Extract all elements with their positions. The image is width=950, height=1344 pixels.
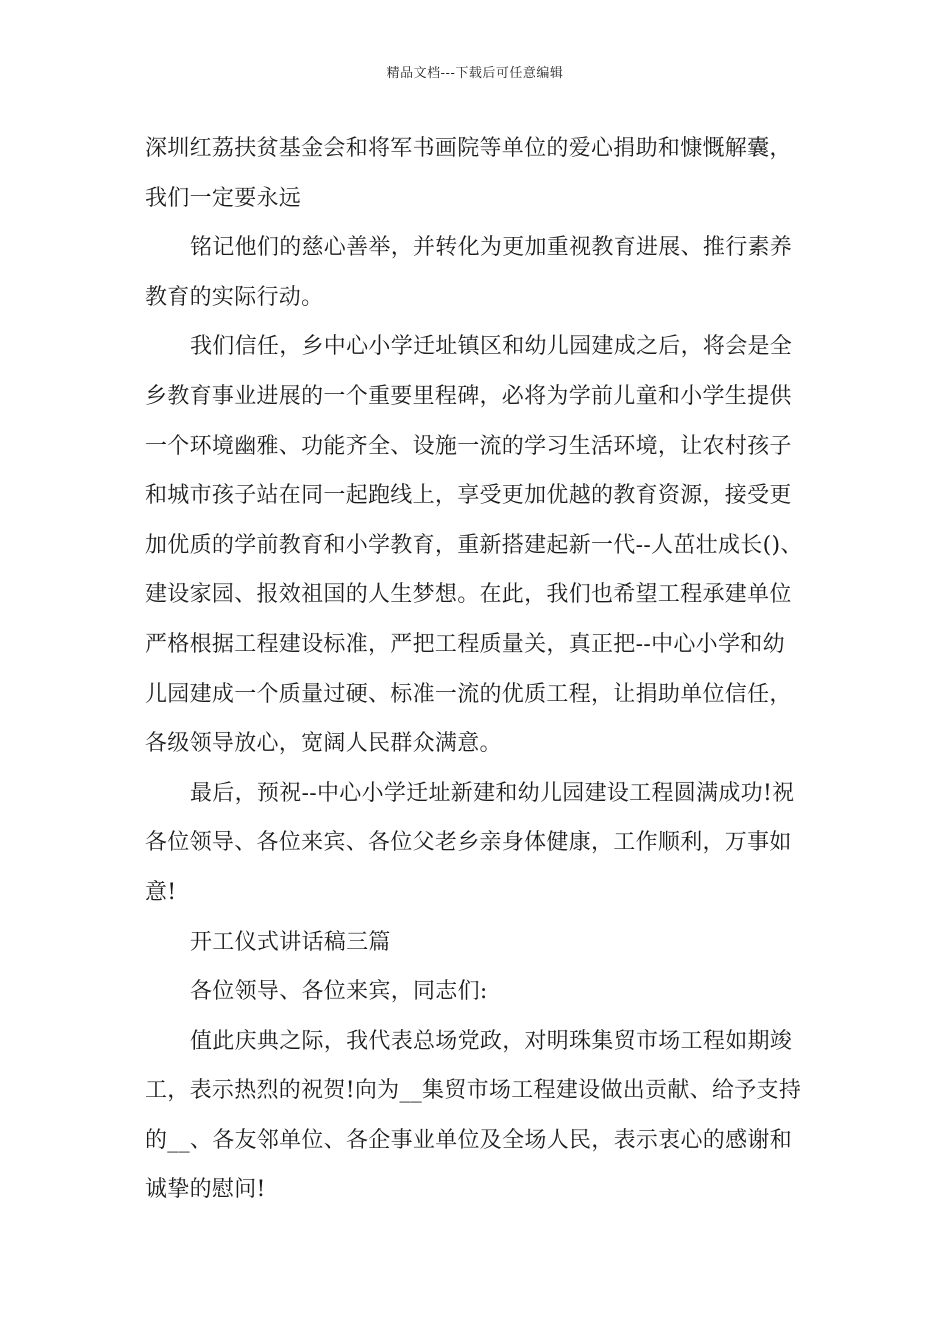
text-line: 建设家园、报效祖国的人生梦想。在此，我们也希望工程承建单位: [145, 582, 792, 608]
paragraph-start: 值此庆典之际，我代表总场党政，对明珠集贸市场工程如期竣: [190, 1028, 793, 1054]
text-line: 各位领导、各位来宾、各位父老乡亲身体健康，工作顺利，万事如: [145, 830, 792, 856]
paragraph-start: 我们信任，乡中心小学迁址镇区和幼儿园建成之后，将会是全: [190, 334, 793, 360]
text-line: 儿园建成一个质量过硬、标准一流的优质工程，让捐助单位信任，: [145, 681, 792, 707]
paragraph-start: 铭记他们的慈心善举，并转化为更加重视教育进展、推行素养: [190, 235, 793, 261]
text-line: 乡教育事业进展的一个重要里程碑，必将为学前儿童和小学生提供: [145, 383, 792, 409]
document-body: [145, 124, 815, 1215]
text-line: 意!: [145, 879, 177, 905]
salutation: 各位领导、各位来宾，同志们:: [190, 979, 488, 1005]
paragraph-start: 最后，预祝--中心小学迁址新建和幼儿园建设工程圆满成功!祝: [190, 780, 795, 806]
text-line: 和城市孩子站在同一起跑线上，享受更加优越的教育资源，接受更: [145, 483, 792, 509]
text-line: 严格根据工程建设标准，严把工程质量关，真正把--中心小学和幼: [145, 631, 785, 657]
text-line: 教育的实际行动。: [145, 284, 324, 310]
text-line: 我们一定要永远: [145, 185, 302, 211]
text-line: 的__、各友邻单位、各企事业单位及全场人民，表示衷心的感谢和: [145, 1127, 793, 1153]
text-line: 深圳红荔扶贫基金会和将军书画院等单位的爱心捐助和慷慨解囊，: [145, 136, 792, 161]
text-line: 加优质的学前教育和小学教育，重新搭建起新一代--人茁壮成长()、: [145, 532, 803, 558]
text-line: 工，表示热烈的祝贺!向为__集贸市场工程建设做出贡献、给予支持: [145, 1078, 802, 1104]
text-line: 诚挚的慰问!: [145, 1177, 266, 1203]
text-line: 各级领导放心，宽阔人民群众满意。: [145, 731, 502, 757]
text-line: 一个环境幽雅、功能齐全、设施一流的学习生活环境，让农村孩子: [145, 433, 792, 459]
page-header: 精品文档---下载后可任意编辑: [386, 66, 564, 81]
section-title: 开工仪式讲话稿三篇: [190, 929, 391, 955]
